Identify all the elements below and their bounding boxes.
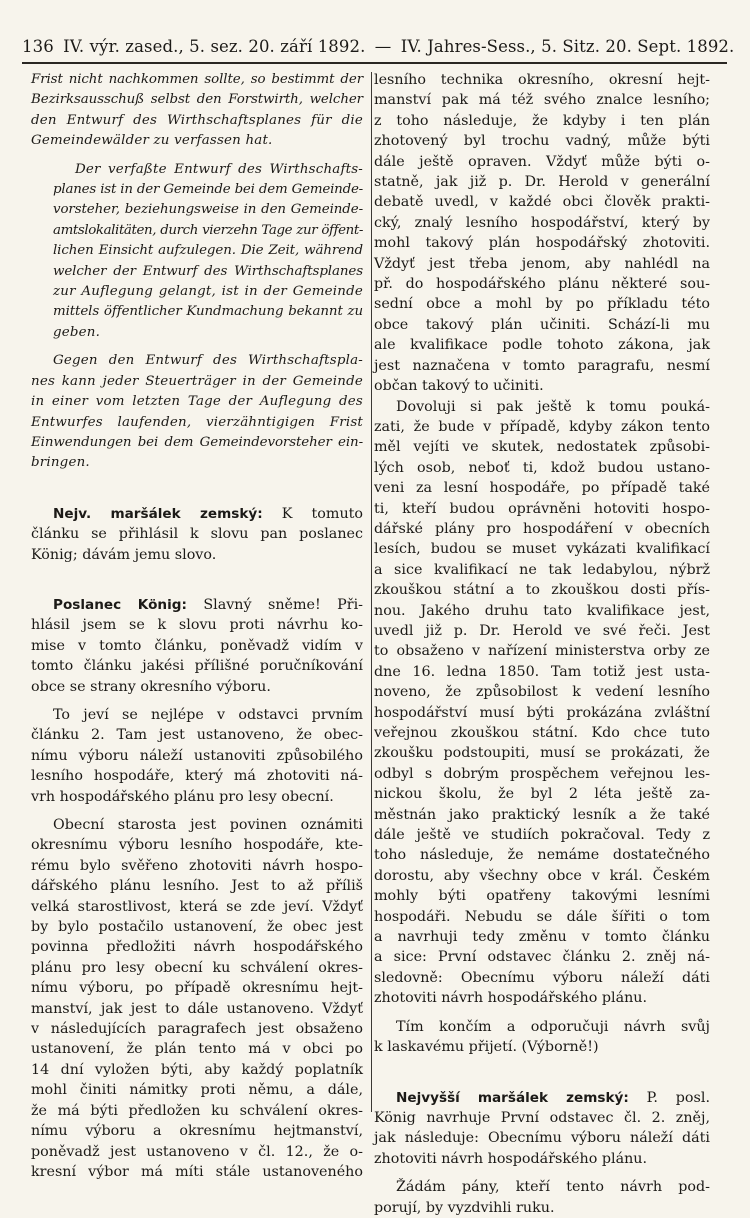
supreme-marshal-paragraph bbox=[374, 1088, 710, 1170]
text-line: mise v tomto článku, poněvadž vidím v bbox=[31, 637, 363, 654]
text-line: městnán jako praktický lesník a že také bbox=[374, 806, 710, 823]
header-rule bbox=[22, 62, 727, 64]
text-line: Obecní starosta jest povinen oznámiti bbox=[53, 817, 363, 833]
text-line: občan takový to učiniti. bbox=[374, 378, 544, 395]
text-line: 14 dní vyložen býti, aby každý poplatník bbox=[31, 1061, 363, 1078]
text-line: nickou školu, že byl 2 léta ještě za- bbox=[374, 786, 710, 803]
text-line: povinna předložiti návrh hospodářského bbox=[31, 939, 363, 956]
text-line: lesích, budou se muset vykázati kvalifikací bbox=[374, 541, 710, 558]
text-line: zati, že bude v případě, kdyby zákon tento bbox=[374, 418, 710, 435]
right-paragraph-1 bbox=[374, 70, 710, 397]
text-line: veřejnou zkouškou státní. Kdo chce tuto bbox=[374, 725, 710, 741]
text-line: jest naznačena v tomto paragrafu, nesmí bbox=[374, 357, 710, 374]
text-line: článku 2. Tam jest ustanoveno, že obec- bbox=[31, 727, 363, 744]
text-line: toho následuje, že nemáme dostatečného bbox=[374, 847, 710, 864]
text-line: dářské plány pro hospodáření v obecních bbox=[374, 520, 710, 537]
text-line: zkoušku podstoupiti, musí se prokázati, že bbox=[374, 745, 710, 762]
text-line: v následujících paragrafech jest obsaženo bbox=[31, 1021, 363, 1038]
text-line: to obsaženo v nařízení ministerstva orby ze bbox=[374, 643, 710, 660]
text-line: k laskavému přijetí. (Výborně!) bbox=[374, 1039, 599, 1056]
text-line: cký, znalý lesního hospodářství, který by bbox=[374, 214, 710, 231]
text-line: To jeví se nejlépe v odstavci prvním bbox=[53, 706, 363, 723]
text-line: lichen Einsicht aufzulegen. Die Zeit, während bbox=[53, 243, 363, 259]
text-line: ale kvalifikace podle tohoto zákona, jak bbox=[374, 337, 710, 354]
text-line: Frist nicht nachkommen sollte, so bestimmt der bbox=[31, 72, 363, 87]
text-line: hospodáři. Nebudu se dále šířiti o tom bbox=[374, 908, 710, 925]
text-line: König navrhuje První odstavec čl. 2. zněj, bbox=[374, 1109, 710, 1126]
german-paragraph-3 bbox=[31, 351, 363, 473]
text-line: amtslokalitäten, durch vierzehn Tage zur öffent- bbox=[53, 222, 363, 238]
header-czech-title: IV. výr. zased., 5. sez. 20. září 1892. bbox=[63, 37, 366, 56]
konig-paragraph-3 bbox=[31, 815, 363, 1182]
german-paragraph-1 bbox=[31, 70, 363, 152]
text-line: dále ještě opraven. Vždyť může býti o- bbox=[374, 153, 710, 170]
left-column bbox=[31, 70, 363, 1182]
column-divider bbox=[371, 72, 372, 1112]
text-line: debatě uvedl, v každé obci člověk prakti- bbox=[374, 194, 710, 211]
speaker-name: Nejvyšší maršálek zemský: bbox=[396, 1089, 629, 1106]
text-line: obce se strany okresního výboru. bbox=[31, 678, 271, 695]
text-line: Poslanec König: Slavný sněme! Při- bbox=[53, 596, 364, 613]
text-line: Tím končím a odporučuji návrh svůj bbox=[396, 1018, 710, 1035]
text-line: Bezirksausschuß selbst den Forstwirth, welcher bbox=[31, 92, 363, 108]
text-line: Der verfaßte Entwurf des Wirthschafts- bbox=[75, 161, 363, 177]
konig-paragraph-1 bbox=[31, 595, 363, 697]
text-line: zhotovený byl trochu vadný, může býti bbox=[374, 133, 710, 150]
text-line: in einer vom letzten Tage der Auflegung des bbox=[31, 394, 363, 410]
text-line: manství pak má též svého znalce lesního; bbox=[374, 92, 710, 109]
text-line: př. do hospodářského plánu některé sou- bbox=[374, 276, 710, 293]
speaker-name: Poslanec König: bbox=[53, 596, 187, 613]
text-line: velká starostlivost, která se zde jeví. Vždyť bbox=[31, 898, 363, 915]
text-line: veni za lesní hospodáře, po případě také bbox=[374, 480, 710, 497]
text-line: obce takový plán učiniti. Schází-li mu bbox=[374, 316, 710, 333]
text-line: lesního technika okresního, okresní hejt- bbox=[374, 72, 710, 88]
right-paragraph-5 bbox=[374, 1177, 710, 1218]
text-line: zur Auflegung gelangt, ist in der Gemeinde bbox=[53, 284, 363, 300]
text-line: a sice: První odstavec článku 2. zněj ná- bbox=[374, 949, 710, 966]
header-dash: — bbox=[374, 37, 392, 56]
text-line: noveno, že způsobilost k vedení lesního bbox=[374, 684, 710, 701]
text-line: Einwendungen bei dem Gemeindevorsteher ein- bbox=[31, 434, 363, 450]
text-line: uvedl již p. Dr. Herold ve své řeči. Jest bbox=[374, 622, 710, 639]
text-line: ustanovení, že plán tento má v obci po bbox=[31, 1041, 363, 1058]
text-line: ti, kteří budou oprávněni hotoviti hospo- bbox=[374, 500, 710, 517]
text-line: nímu výboru náleží ustanoviti způsobilého bbox=[31, 747, 363, 764]
header-german-title: IV. Jahres-Sess., 5. Sitz. 20. Sept. 1892. bbox=[400, 37, 735, 56]
text-line: mohl činiti námitky proti němu, a dále, bbox=[31, 1082, 363, 1099]
text-line: den Entwurf des Wirthschaftsplanes für die bbox=[31, 112, 363, 128]
text-line: a navrhuji tedy změnu v tomto článku bbox=[374, 929, 710, 946]
german-paragraph-2 bbox=[31, 160, 363, 344]
text-line: dne 16. ledna 1850. Tam totiž jest usta- bbox=[374, 663, 710, 680]
text-line: z toho následuje, že kdyby i ten plán bbox=[374, 112, 710, 129]
text-line: zhotoviti návrh hospodářského plánu. bbox=[374, 990, 648, 1007]
speaker-name: Nejv. maršálek zemský: bbox=[53, 505, 263, 522]
text-line: nímu výboru, po případě okresnímu hejt- bbox=[31, 980, 363, 997]
text-line: König; dávám jemu slovo. bbox=[31, 546, 217, 563]
text-line: okresnímu výboru lesního hospodáře, kte- bbox=[31, 837, 363, 854]
text-line: manství, jak jest to dále ustanoveno. Vždyť bbox=[31, 1000, 363, 1017]
text-line: Nejv. maršálek zemský: K tomuto bbox=[53, 505, 364, 522]
text-line: dorostu, aby všechny obce v král. Českém bbox=[374, 867, 710, 884]
text-line: zhotoviti návrh hospodářského plánu. bbox=[374, 1150, 648, 1167]
text-line: rému bylo svěřeno zhotoviti návrh hospo- bbox=[31, 857, 363, 874]
text-line: mittels öffentlicher Kundmachung bekannt zu bbox=[53, 304, 363, 320]
konig-paragraph-2 bbox=[31, 705, 363, 807]
text-line: a sice kvalifikací ne tak ledabylou, nýbrž bbox=[374, 561, 710, 578]
text-line: že má býti předložen ku schválení okres- bbox=[31, 1102, 363, 1119]
right-paragraph-3 bbox=[374, 1017, 710, 1058]
text-line: by bylo postačilo ustanovení, že obec jest bbox=[31, 919, 363, 936]
text-line: tomto článku jakési přílišné poručníkování bbox=[31, 658, 363, 675]
text-line: měl vejíti ve skutek, nedostatek způsobi- bbox=[374, 439, 710, 456]
text-line: mohly býti opatřeny takovými lesními bbox=[374, 888, 710, 905]
text-line: nou. Jakého druhu tato kvalifikace jest, bbox=[374, 602, 710, 619]
text-line: bringen. bbox=[31, 455, 90, 471]
text-line: lesního hospodáře, který má zhotoviti ná- bbox=[31, 768, 363, 785]
marshal-paragraph bbox=[31, 504, 363, 565]
page-header bbox=[22, 36, 735, 58]
text-line: Gegen den Entwurf des Wirthschaftspla- bbox=[53, 353, 363, 369]
text-line: odbyl s dobrým prospěchem veřejnou les- bbox=[374, 765, 710, 782]
right-paragraph-2 bbox=[374, 397, 710, 1009]
page-number: 136 bbox=[22, 37, 54, 56]
text-line: porují, by vyzdvihli ruku. bbox=[374, 1199, 555, 1216]
text-line: dále ještě ve studiích pokračoval. Tedy z bbox=[374, 827, 710, 844]
text-line: geben. bbox=[53, 324, 101, 340]
text-line: Vždyť jest třeba jenom, aby nahlédl na bbox=[374, 255, 710, 272]
text-line: vrh hospodářského plánu pro lesy obecní. bbox=[31, 788, 334, 805]
text-line: dářského plánu lesního. Jest to až příliš bbox=[31, 878, 363, 895]
text-line: sledovně: Obecnímu výboru náleží dáti bbox=[374, 969, 710, 986]
text-line: lých osob, neboť ti, kdož budou ustano- bbox=[374, 459, 710, 476]
text-line: zkouškou státní a to zkouškou dosti přís- bbox=[374, 582, 710, 599]
text-line: poněvadž jest ustanoveno v čl. 12., že o- bbox=[31, 1143, 363, 1160]
text-line: kresní výbor má míti stále ustanoveného bbox=[31, 1163, 363, 1180]
text-line: sední obce a mohl by po příkladu této bbox=[374, 296, 710, 313]
text-line: nes kann jeder Steuerträger in der Gemeinde bbox=[31, 373, 363, 389]
text-line: článku se přihlásil k slovu pan poslanec bbox=[31, 526, 363, 543]
text-line: vorsteher, beziehungsweise in den Gemeinde- bbox=[53, 202, 363, 218]
text-line: Gemeindewälder zu verfassen hat. bbox=[31, 133, 273, 149]
text-line: plánu pro lesy obecní ku schválení okres- bbox=[31, 959, 363, 976]
text-line: Nejvyšší maršálek zemský: P. posl. bbox=[396, 1089, 710, 1106]
text-line: jak následuje: Obecnímu výboru náleží dáti bbox=[374, 1130, 710, 1147]
text-line: mohl takový plán hospodářský zhotoviti. bbox=[374, 235, 710, 252]
text-line: welcher der Entwurf des Wirthschaftsplanes bbox=[53, 263, 363, 279]
text-line: Žádám pány, kteří tento návrh pod- bbox=[396, 1179, 710, 1196]
text-line: hospodářství musí býti prokázána zvláštní bbox=[374, 704, 710, 721]
text-line: Dovoluji si pak ještě k tomu pouká- bbox=[396, 398, 710, 415]
right-column bbox=[374, 70, 710, 1218]
text-line: hlásil jsem se k slovu proti návrhu ko- bbox=[31, 617, 363, 634]
text-line: nímu výboru a okresnímu hejtmanství, bbox=[31, 1123, 363, 1140]
text-line: Entwurfes laufenden, vierzähntigigen Frist bbox=[31, 414, 363, 430]
text-line: statně, jak již p. Dr. Herold v generální bbox=[374, 174, 710, 191]
text-line: planes ist in der Gemeinde bei dem Gemeinde- bbox=[53, 182, 363, 198]
